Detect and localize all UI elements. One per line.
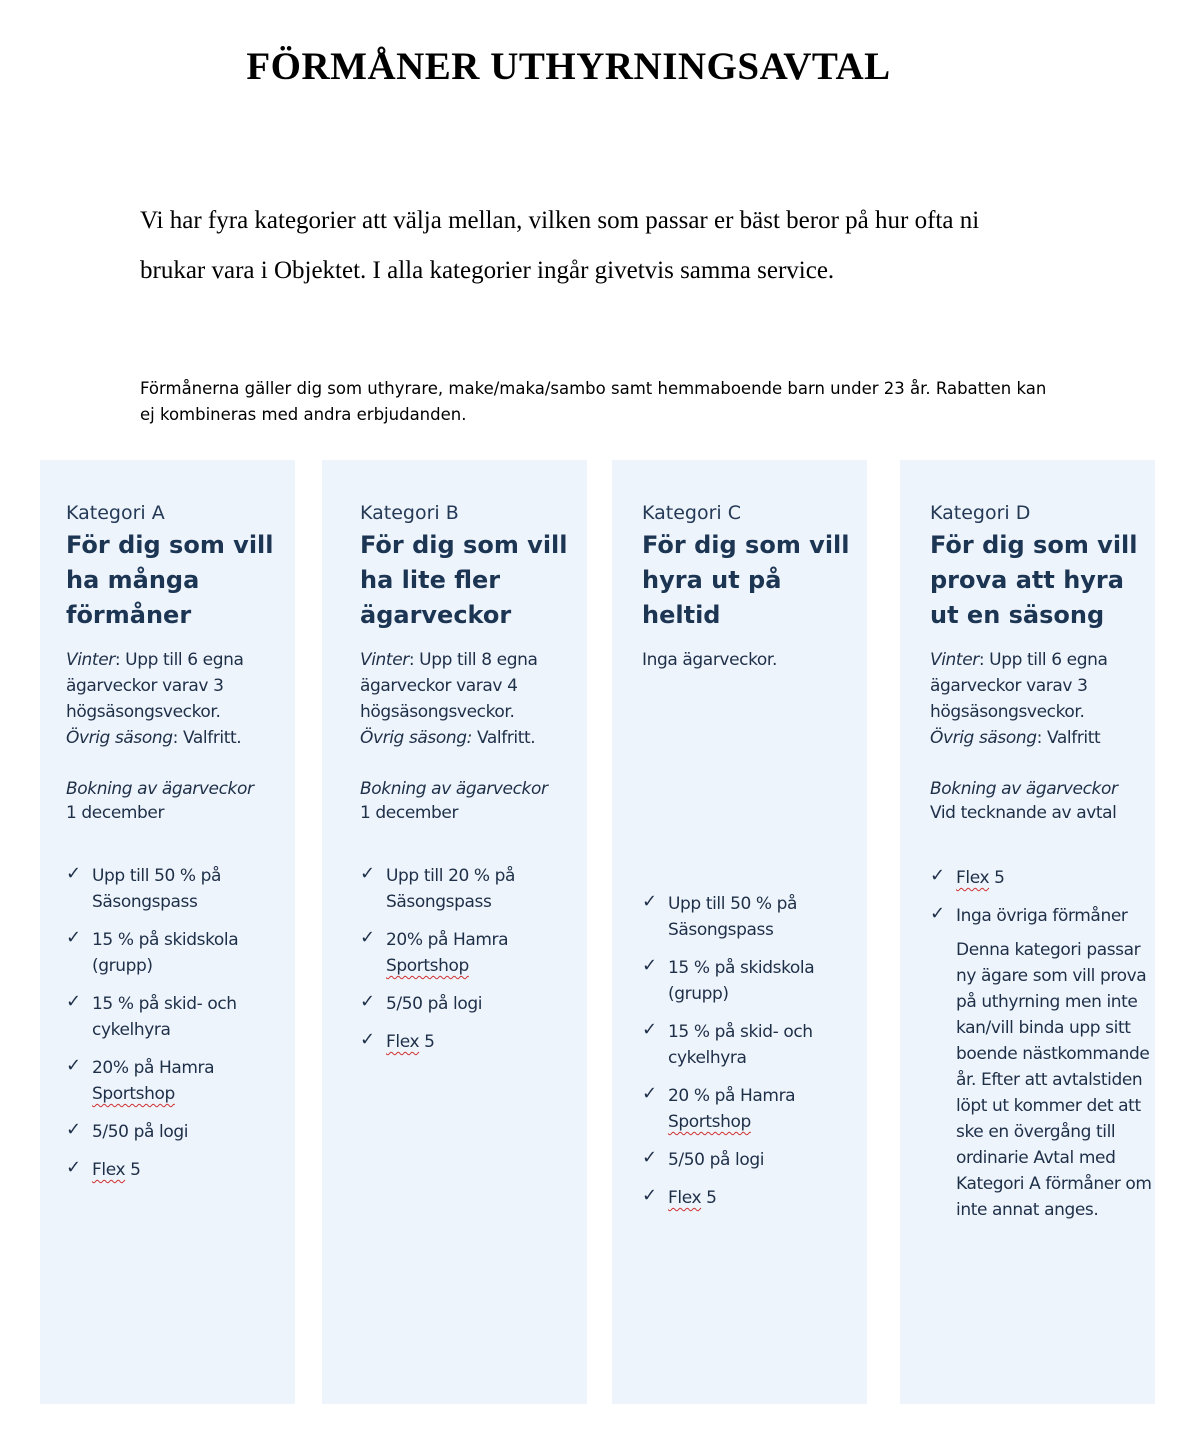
benefit-text: 20 % på Hamra [668,1086,796,1106]
category-card-a [40,460,295,1404]
benefit-text: Inga övriga förmåner [956,906,1128,926]
other-season-label: Övrig säsong [66,728,173,748]
winter-label: Vinter [360,650,409,670]
list-item [930,903,1155,929]
check-icon: ✓ [360,1029,375,1050]
list-item [642,1083,867,1135]
benefit-text: 15 % på skid- och cykelhyra [92,994,237,1040]
owner-weeks-description [66,647,295,751]
check-icon: ✓ [66,863,81,884]
category-label: Kategori B [360,502,459,524]
check-icon: ✓ [930,903,945,924]
category-label: Kategori A [66,502,165,524]
other-season-label: Övrig säsong: [360,728,472,748]
benefit-text-spellmarked: Sportshop [668,1112,751,1132]
check-icon: ✓ [642,891,657,912]
category-card-c [612,460,867,1404]
check-icon: ✓ [360,927,375,948]
benefit-text: 20% på Hamra [92,1058,215,1078]
booking-label: Bokning av ägarveckor [360,779,548,799]
benefit-text-spellmarked: Flex [386,1032,420,1052]
list-item [66,1157,295,1183]
other-season-text: : Valfritt [1036,728,1101,748]
check-icon: ✓ [930,865,945,886]
intro-paragraph: Vi har fyra kategorier att välja mellan, vilken som passar er bäst beror på hur ofta ni brukar vara i Objektet. I alla kategorier ingår givetvis samma service. [140,207,980,284]
benefit-text: 15 % på skid- och cykelhyra [668,1022,813,1068]
benefit-text: 5 [701,1188,717,1208]
benefit-text: 5/50 på logi [668,1150,765,1170]
winter-text: : Upp till 8 egna ägarveckor varav 4 högsäsongsveckor. [360,650,538,722]
benefit-text: 5/50 på logi [386,994,483,1014]
booking-label: Bokning av ägarveckor [930,779,1118,799]
list-item [642,891,867,943]
list-item [66,927,295,979]
list-item [360,991,587,1017]
check-icon: ✓ [66,991,81,1012]
list-item [360,863,587,915]
list-item [642,1185,867,1211]
benefit-text: 5 [125,1160,141,1180]
eligibility-note: Förmånerna gäller dig som uthyrare, make/maka/sambo samt hemmaboende barn under 23 år. Rabatten kan ej kombineras med andra erbjudanden. [140,379,1047,424]
benefit-text: 20% på Hamra [386,930,509,950]
category-card-d [900,460,1155,1404]
category-heading: För dig som vill hyra ut på heltid [642,531,850,629]
benefit-text-spellmarked: Sportshop [386,956,469,976]
check-icon: ✓ [642,1185,657,1206]
page-title: FÖRMÅNER UTHYRNINGSAVTAL [246,45,891,88]
category-heading: För dig som vill prova att hyra ut en säsong [930,531,1138,629]
list-item [360,927,587,979]
check-icon: ✓ [642,1083,657,1104]
benefits-list [66,863,295,1183]
list-item [66,1055,295,1107]
winter-text: : Upp till 6 egna ägarveckor varav 3 högsäsongsveckor. [66,650,244,722]
category-heading: För dig som vill ha många förmåner [66,531,274,629]
list-item [66,991,295,1043]
winter-label: Vinter [66,650,115,670]
check-icon: ✓ [642,1147,657,1168]
check-icon: ✓ [66,927,81,948]
booking-value: 1 december [66,803,165,823]
owner-weeks-description: Inga ägarveckor. [642,650,777,670]
booking-value: Vid tecknande av avtal [930,803,1117,823]
winter-text: : Upp till 6 egna ägarveckor varav 3 högsäsongsveckor. [930,650,1108,722]
list-item [642,1019,867,1071]
list-item [66,1119,295,1145]
list-item [66,863,295,915]
category-label: Kategori D [930,502,1031,524]
benefit-text: Upp till 50 % på Säsongspass [668,894,798,940]
booking-info [930,777,1155,825]
check-icon: ✓ [360,863,375,884]
check-icon: ✓ [66,1119,81,1140]
booking-info [66,777,295,825]
benefit-text: Upp till 20 % på Säsongspass [386,866,516,912]
category-card-b [322,460,587,1404]
benefits-list [930,865,1155,929]
owner-weeks-description [930,647,1155,751]
booking-label: Bokning av ägarveckor [66,779,254,799]
list-item [930,865,1155,891]
category-extra-description: Denna kategori passar ny ägare som vill prova på uthyrning men inte kan/vill binda upp sitt boende nästkommande år. Efter att avtalstiden löpt ut kommer det att ske en övergång till ordinarie Avtal med Kategori A förmåner om inte annat anges. [956,940,1152,1220]
list-item [642,1147,867,1173]
other-season-text: : Valfritt. [172,728,242,748]
category-heading: För dig som vill ha lite fler ägarveckor [360,531,568,629]
benefit-text: 15 % på skidskola (grupp) [668,958,815,1004]
list-item [360,1029,587,1055]
benefit-text-spellmarked: Flex [956,868,990,888]
benefit-text-spellmarked: Flex [668,1188,702,1208]
booking-value: 1 december [360,803,459,823]
benefits-list [360,863,587,1055]
owner-weeks-description [360,647,587,751]
list-item [642,955,867,1007]
benefit-text: 5 [419,1032,435,1052]
benefit-text-spellmarked: Sportshop [92,1084,175,1104]
other-season-text: Valfritt. [471,728,536,748]
benefit-text: 15 % på skidskola (grupp) [92,930,239,976]
check-icon: ✓ [642,1019,657,1040]
check-icon: ✓ [642,955,657,976]
category-label: Kategori C [642,502,741,524]
check-icon: ✓ [360,991,375,1012]
check-icon: ✓ [66,1055,81,1076]
benefit-text: 5 [989,868,1005,888]
other-season-label: Övrig säsong [930,728,1037,748]
benefit-text: Upp till 50 % på Säsongspass [92,866,222,912]
winter-label: Vinter [930,650,979,670]
benefits-list [642,891,867,1211]
benefit-text-spellmarked: Flex [92,1160,126,1180]
benefit-text: 5/50 på logi [92,1122,189,1142]
booking-info [360,777,587,825]
check-icon: ✓ [66,1157,81,1178]
